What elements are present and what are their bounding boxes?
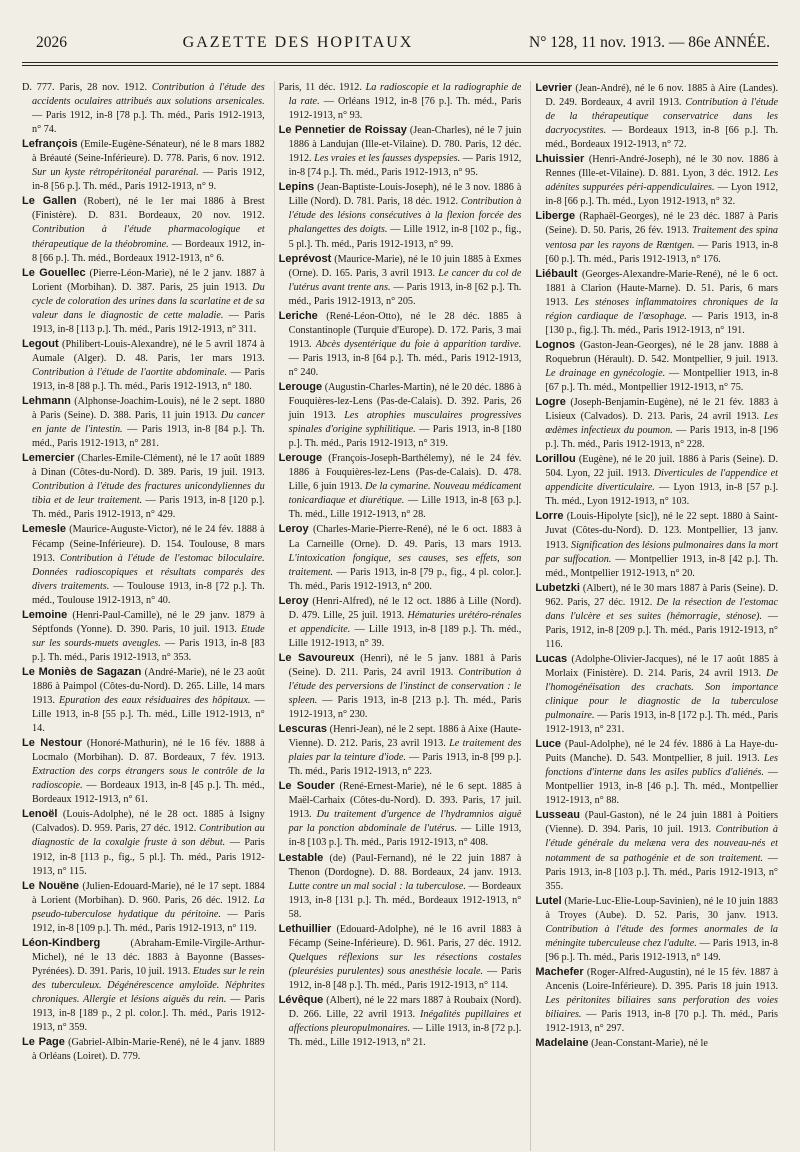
thesis-entry (279, 123, 522, 180)
entry-details: (François-Joseph-Barthélemy), né le 24 fév. 1886 à Fouquières-lez-Lens (Pas-de-Calais). D. 478. Lille, 6 juin 1913. (288, 453, 522, 493)
entry-details: (Gaston-Jean-Georges), né le 28 janv. 1888 à Roquebrun (Hérault). D. 542. Montpellier, 9 juil. 1913. (545, 339, 779, 365)
author-name: Le Moniès de Sagazan (22, 665, 142, 678)
thesis-entry (279, 594, 522, 651)
thesis-title: Contribution à l'étude des accidents oculaires attribués aux solutions arsenicales. (32, 82, 265, 108)
author-name: Leroy (278, 523, 309, 536)
entry-details: (André-Marie), né le 23 août 1886 à Paimpol (Côtes-du-Nord). D. 265. Lille, 14 mars 1913. (32, 666, 265, 707)
thesis-title: Etudes sur le rein des tuberculeux. Dégénérescence amyloïde. Néphrites chroniques. Allergie et lésions aiguës du rein. (32, 965, 265, 1005)
thesis-entry (535, 209, 778, 266)
entry-details: (Henri-André-Joseph), né le 30 nov. 1886 à Rennes (Ille-et-Vilaine). D. 881. Lyon, 3 déc. 1912. (545, 154, 779, 180)
thesis-title: Contribution à l'étude des perversions de l'instinct de conservation : le spleen. (288, 666, 522, 707)
entry-details: (Gabriel-Albin-Marie-René), né le 4 janv. 1889 à Orléans (Loiret). D. 779. (32, 1037, 265, 1063)
author-name: Le Savoureux (278, 651, 355, 664)
publication-info: — Montpellier 1913, in-8 [42 p.]. Th. méd., Montpellier 1912-1913, n° 20. (545, 553, 779, 579)
thesis-title: Lutte contre un mal social : la tuberculose. (288, 880, 466, 892)
author-name: Le Souder (278, 780, 335, 793)
thesis-title: Les vraies et les fausses dyspepsies. (314, 153, 461, 165)
publication-info: — Paris 1913, in-8 [88 p.]. Th. méd., Paris 1912-1913, n° 180. (32, 366, 265, 392)
publication-info: — Paris 1913, in-8 [196 p.]. Th. méd., Paris 1912-1913, n° 228. (545, 425, 779, 451)
author-name: Luce (535, 738, 562, 751)
publication-info: — Lyon 1913, in-8 [57 p.]. Th. méd., Lyon 1912-1913, n° 103. (545, 482, 779, 508)
thesis-entry (535, 509, 778, 580)
entry-details: (Raphaël-Georges), né le 23 déc. 1887 à Paris (Seine). D. 50. Paris, 26 fév. 1913. (545, 211, 779, 237)
publication-info: — Lyon 1912, in-8 [66 p.]. Th. méd., Lyon 1912-1913, n° 32. (545, 182, 779, 208)
thesis-entry (535, 808, 778, 893)
author-name: Lemercier (22, 452, 75, 465)
publication-info: — Bordeaux 1912, in-8 [66 p.]. Th. méd., Bordeaux 1912-1913, n° 6. (32, 238, 265, 264)
author-name: Lethuillier (278, 922, 332, 935)
thesis-entry (22, 337, 265, 394)
thesis-title: Contribution à l'étude des fractures unicondyliennes du tibia et de leur traitement. (32, 481, 265, 507)
author-name: Madelaine (535, 1037, 589, 1050)
author-name: Le Gouellec (22, 266, 86, 279)
thesis-title: Du cancer en jante de l'intestin. (32, 410, 265, 436)
publication-info: — Paris 1913, in-8 [62 p.]. Th. méd., Paris 1912-1913, n° 205. (288, 281, 522, 307)
author-name: Lepins (278, 181, 315, 194)
thesis-entry (22, 736, 265, 807)
thesis-title: Le cancer du col de l'utérus avant trente ans. (288, 267, 522, 293)
author-name: Lhuissier (535, 153, 585, 166)
thesis-title: Inégalités pupillaires et affections pleuropulmonaires. (288, 1009, 522, 1035)
issue-info: N° 128, 11 nov. 1913. — 86e ANNÉE. (529, 34, 770, 51)
entry-details: (Roger-Alfred-Augustin), né le 15 fév. 1887 à Ancenis (Loire-Inférieure). D. 395. Paris 18 juin 1913. (545, 966, 779, 992)
publication-info: — Lille 1913, in-8 [55 p.]. Th. méd., Lille 1912-1913, n° 14. (32, 695, 265, 735)
thesis-title: Sur un kyste rétropéritonéal pararénal. (32, 167, 199, 179)
publication-info: — Lille 1912, in-8 [102 p., fig., 5 pl.]. Th. méd., Paris 1912-1913, n° 99. (288, 224, 522, 250)
entry-details: (Charles-Marie-Pierre-René), né le 6 oct. 1883 à La Carneille (Orne). D. 49. Paris, 13 mars 1913. (288, 524, 522, 550)
thesis-entry (22, 522, 265, 607)
publication-info: — Paris 1912, in-8 [56 p.]. Th. méd., Paris 1912-1913, n° 9. (32, 167, 265, 193)
entry-details: (Pierre-Léon-Marie), né le 2 janv. 1887 à Lorient (Morbihan). D. 387. Paris, 25 juin 1913. (32, 267, 265, 293)
thesis-entry (535, 894, 778, 965)
thesis-title: Traitement des spina ventosa par les rayons de Rœntgen. (545, 225, 779, 251)
thesis-entry (22, 665, 265, 736)
author-name: Lemesle (22, 523, 67, 536)
entry-details: (Henri-Jean), né le 2 sept. 1886 à Aixe (Haute-Vienne). D. 212. Paris, 23 avril 1913. (288, 724, 522, 750)
publication-info: — Paris 1912, in-8 [48 p.]. Th. méd., Paris 1912-1913, n° 114. (288, 965, 522, 991)
thesis-entry (22, 394, 265, 451)
author-name: Lorre (535, 510, 564, 523)
thesis-title: Du cycle de coloration des urines dans la scarlatine et de sa valeur dans le diagnostic de cette maladie. (32, 281, 265, 321)
thesis-title: Du traitement d'urgence de l'hydramnios aiguë par la ponction abdominale de l'utérus. (288, 809, 522, 835)
entry-details: (Honoré-Mathurin), né le 16 fév. 1888 à Locmalo (Morbihan). D. 87. Bordeaux, 7 fév. 1913. (32, 738, 265, 764)
thesis-entry (22, 807, 265, 878)
thesis-title: Contribution à l'étude de l'aortite abdominale. (32, 366, 228, 378)
entry-details: (de) (Paul-Fernand), né le 22 juin 1887 à Thenon (Dordogne). D. 88. Bordeaux, 24 janv. 1913. (288, 852, 522, 878)
publication-info: — Lille 1913, in-8 [189 p.]. Th. méd., Lille 1912-1913, n° 39. (288, 623, 522, 649)
entry-details: (Edouard-Adolphe), né le 16 avril 1883 à Fécamp (Seine-Inférieure). D. 961. Paris, 27 déc. 1912. (288, 923, 522, 949)
thesis-entry (535, 452, 778, 509)
column-right (530, 81, 778, 1151)
publication-info: — Paris 1913, in-8 [120 p.]. Th. méd., Paris 1912-1913, n° 429. (32, 495, 265, 521)
author-name: Lorillou (535, 453, 576, 466)
thesis-entry (279, 993, 522, 1050)
entry-details: (Paul-Adolphe), né le 24 fév. 1886 à La Haye-du-Puits (Manche). D. 543. Montpellier, 8 juil. 1913. (545, 739, 779, 765)
publication-info: — Paris 1913, in-8 [103 p.]. Th. méd., Paris 1912-1913, n° 355. (545, 852, 779, 892)
publication-info: — Bordeaux 1913, in-8 [131 p.]. Th. méd., Bordeaux 1912-1913, n° 58. (288, 880, 522, 920)
entry-details: (René-Léon-Otto), né le 28 déc. 1885 à Constantinople (Turquie d'Europe). D. 172. Paris, 3 mai 1913. (288, 310, 522, 350)
author-name: Leprévost (278, 252, 332, 265)
author-name: Le Page (22, 1036, 65, 1049)
publication-info: — Paris 1913, in-8 [64 p.]. Th. méd., Paris 1912-1913, n° 240. (288, 352, 522, 378)
author-name: Lubetzki (535, 581, 580, 594)
author-name: Machefer (535, 965, 584, 978)
entry-details: (Maurice-Marie), né le 10 juin 1885 à Exmes (Orne). D. 165. Paris, 3 avril 1913. (288, 253, 522, 279)
thesis-entry (22, 879, 265, 936)
publication-info: — Paris 1913, in-8 [189 p., 2 pl. color.]. Th. méd., Paris 1912-1913, n° 359. (32, 994, 265, 1034)
author-name: Lefrançois (22, 138, 78, 151)
publication-info: — Paris 1913, in-8 [84 p.]. Th. méd., Paris 1912-1913, n° 281. (32, 424, 265, 450)
entry-details: (Henri), né le 5 janv. 1881 à Paris (Seine). D. 211. Paris, 24 avril 1913. (288, 652, 522, 678)
thesis-entry (535, 152, 778, 209)
thesis-title: Quelques réflexions sur les résections costales (pleurésies purulentes) sous anesthésie locale. (288, 951, 522, 977)
thesis-entry (22, 1035, 265, 1064)
thesis-title: Contribution à l'étude générale du melæna vera des nouveau-nés et notamment de sa pathogénie et de son traitement. (545, 824, 779, 864)
entry-details: (Albert), né le 30 mars 1887 à Paris (Seine). D. 962. Paris, 27 déc. 1912. (545, 582, 779, 608)
author-name: Levrier (535, 82, 573, 94)
publication-info: — Montpellier 1913, in-8 [46 p.]. Th. méd., Montpellier 1912-1913, n° 88. (545, 767, 779, 807)
thesis-entry (279, 451, 522, 522)
thesis-title: De l'homogénéisation des crachats. Son importance clinique pour le diagnostic de la tuberculose pulmonaire. (545, 667, 779, 722)
author-name: Leroy (278, 594, 309, 607)
thesis-entry (279, 309, 522, 380)
column-left (22, 81, 265, 1151)
thesis-entry (535, 652, 778, 737)
entry-details: (Jean-Charles), né le 7 juin 1886 à Landujan (Ille-et-Vilaine). D. 780. Paris, 12 déc. 1912. (288, 125, 522, 165)
entry-details: (Paul-Gaston), né le 24 juin 1881 à Poitiers (Vienne). D. 394. Paris, 10 juil. 1913. (545, 810, 779, 836)
thesis-entry (279, 81, 522, 123)
thesis-entry (279, 851, 522, 922)
publication-info: — Lille 1913, in-8 [72 p.]. Th. méd., Lille 1912-1913, n° 21. (288, 1023, 522, 1049)
thesis-entry (535, 737, 778, 808)
author-name: Leriche (278, 309, 318, 322)
thesis-title: Le traitement des plaies par la teinture d'iode. (288, 738, 522, 764)
entry-details: (Abraham-Emile-Virgile-Arthur-Michel), né le 13 déc. 1883 à Bayonne (Basses-Pyrénées). D. 391. Paris, 10 juil. 1913. (32, 937, 265, 977)
publication-info: — Lille 1913, in-8 [103 p.]. Th. méd., Paris 1912-1913, n° 408. (288, 823, 522, 849)
publication-info: — Paris 1913, in-8 [113 p.]. Th. méd., Paris 1912-1913, n° 311. (32, 309, 265, 335)
thesis-entry (535, 267, 778, 338)
thesis-entry (279, 722, 522, 779)
thesis-title: La radioscopie et la radiographie de la rate. (288, 82, 522, 108)
publication-info: — Paris 1913, in-8 [180 p.]. Th. méd., Paris 1912-1913, n° 319. (288, 424, 522, 450)
entry-details: (Augustin-Charles-Martin), né le 20 déc. 1886 à Fouquières-lez-Lens (Pas-de-Calais). D. 392. Paris, 26 juin 1913. (288, 381, 522, 422)
thesis-title: La pseudo-tuberculose hydatique du péritoine. (32, 894, 265, 920)
publication-info: — Paris, 1912, in-8 [209 p.]. Th. méd., Paris 1912-1913, n° 116. (545, 610, 779, 650)
thesis-entry (22, 194, 265, 265)
author-name: Liberge (535, 210, 576, 223)
thesis-entry (22, 608, 265, 665)
thesis-entry (279, 252, 522, 309)
journal-title: GAZETTE DES HOPITAUX (182, 34, 414, 51)
thesis-title: Diverticules de l'appendice et appendicite diverticulaire. (545, 468, 779, 494)
author-name: Le Nouëne (22, 879, 79, 892)
thesis-entry (22, 451, 265, 522)
publication-info: — Paris 1913, in-8 [96 p.]. Th. méd., Paris 1912-1913, n° 149. (545, 937, 779, 963)
author-name: Le Pennetier de Roissay (278, 124, 407, 137)
header-rule-double (22, 65, 778, 66)
thesis-title: De la résection de l'estomac dans l'ulcère et ses suites (hémorragie, sténose). (545, 596, 779, 622)
author-name: Le Nestour (22, 737, 82, 750)
entry-details: D. 777. Paris, 28 nov. 1912. (22, 82, 148, 93)
author-name: Logre (535, 396, 566, 409)
author-name: Lehmann (22, 395, 71, 408)
author-name: Lemoine (22, 608, 68, 621)
thesis-title: Les œdèmes infectieux du poumon. (545, 411, 779, 437)
entry-details: (Eugène), né le 20 juil. 1886 à Paris (Seine). D. 504. Lyon, 22 juil. 1913. (545, 454, 779, 480)
entry-details: (Henri-Alfred), né le 12 oct. 1886 à Lille (Nord). D. 479. Lille, 25 juil. 1913. (288, 595, 522, 621)
author-name: Lerouge (278, 452, 323, 465)
entry-details: (Jean-Constant-Marie), né le (591, 1038, 708, 1050)
publication-info: — Paris 1912, in-8 [78 p.]. Th. méd., Paris 1912-1913, n° 74. (32, 110, 265, 136)
entry-details: (Louis-Hipolyte [sic]), né le 22 sept. 1880 à Saint-Juvat (Côtes-du-Nord). D. 123. Montpellier, 13 janv. 1913. (545, 511, 779, 551)
entry-details: (Maurice-Auguste-Victor), né le 24 fév. 1888 à Fécamp (Seine-Inférieure). D. 154. Toulouse, 8 mars 1913. (32, 524, 265, 564)
thesis-entry (279, 651, 522, 722)
column-middle (274, 81, 522, 1151)
thesis-title: Contribution à l'étude pharmacologique et thérapeutique de la théobromine. (32, 224, 265, 250)
entry-details: (Jean-André), né le 6 nov. 1885 à Aire (Landes). D. 249. Bordeaux, 4 avril 1913. (545, 83, 779, 109)
publication-info: — Montpellier 1913, in-8 [67 p.]. Th. méd., Montpellier 1912-1913, n° 75. (545, 367, 779, 393)
thesis-title: Contribution à l'étude des lésions consécutives à la flexion forcée des phalangettes des doigts. (288, 196, 522, 236)
thesis-title: Le drainage en gynécologie. (545, 367, 666, 379)
thesis-entry (279, 522, 522, 593)
author-name: Le Gallen (22, 195, 77, 208)
thesis-entry (535, 395, 778, 452)
publication-info: — Paris 1912, in-8 [109 p.]. Th. méd., Paris 1912-1913, n° 119. (32, 908, 265, 934)
thesis-title: Les fonctions d'interne dans les asiles publics d'aliénés. (545, 753, 779, 779)
entry-details: (Albert), né le 22 mars 1887 à Roubaix (Nord). D. 266. Lille, 22 avril 1913. (288, 995, 522, 1021)
thesis-entry (535, 965, 778, 1036)
thesis-title: Les péritonites biliaires sans perforation des voies biliaires. (545, 995, 779, 1021)
thesis-title: Hématuries urétéro-rénales et appendicite. (288, 609, 522, 635)
publication-info: — Orléans 1912, in-8 [76 p.]. Th. méd., Paris 1912-1913, n° 93. (288, 96, 522, 122)
thesis-title: Abcès dysentérique du foie à apparition tardive. (315, 338, 522, 350)
author-name: Lescuras (278, 723, 327, 736)
entry-details: (Adolphe-Olivier-Jacques), né le 17 août 1885 à Morlaix (Finistère). D. 214. Paris, 24 avril 1913. (545, 653, 779, 679)
author-name: Lenoël (22, 808, 58, 821)
thesis-title: Contribution à l'étude de la thérapeutique conservatrice dans les dacryocystites. (545, 97, 779, 137)
thesis-title: Contribution à l'étude des formes anormales de la méningite tuberculeuse chez l'adulte. (545, 923, 779, 949)
entry-details: (René-Ernest-Marie), né le 6 sept. 1885 à Maël-Carhaix (Côtes-du-Nord). D. 393. Paris, 17 juil. 1913. (288, 781, 522, 821)
thesis-entry (22, 137, 265, 194)
thesis-entry (535, 1036, 778, 1051)
publication-info: — Paris 1913, in-8 [130 p., fig.]. Th. méd., Paris 1912-1913, n° 191. (545, 310, 779, 336)
author-name: Lutel (535, 894, 562, 907)
thesis-title: Les sténoses inflammatoires chroniques de la région cardiaque de l'œsophage. (545, 296, 779, 322)
author-name: Léon-Kindberg (22, 936, 101, 949)
publication-info: — Paris 1913, in-8 [172 p.]. Th. méd., Paris 1912-1913, n° 231. (545, 710, 779, 736)
thesis-title: Les adénites suppurées péri-appendiculaires. (545, 168, 779, 194)
thesis-entry (279, 779, 522, 850)
thesis-title: Les atrophies musculaires progressives spinales d'origine syphilitique. (288, 410, 522, 436)
author-name: Lusseau (535, 809, 580, 822)
publication-info: — Paris 1913, in-8 [83 p.]. Th. méd., Paris 1912-1913, n° 353. (32, 637, 265, 663)
thesis-entry (22, 936, 265, 1035)
entry-details: (Alphonse-Joachim-Louis), né le 2 sept. 1880 à Paris (Seine). D. 388. Paris, 11 juin 1913. (32, 396, 265, 422)
author-name: Legout (22, 337, 59, 350)
running-header (22, 34, 778, 58)
publication-info: — Paris 1912, in-8 [113 p., fig., 5 pl.]. Th. méd., Paris 1912-1913, n° 115. (32, 837, 265, 877)
publication-info: — Paris 1913, in-8 [60 p.]. Th. méd., Paris 1912-1913, n° 176. (545, 239, 779, 265)
publication-info: — Lille 1913, in-8 [63 p.]. Th. méd., Lille 1912-1913, n° 28. (288, 495, 522, 521)
thesis-entry (22, 266, 265, 337)
thesis-entry (22, 81, 265, 137)
thesis-entry (279, 180, 522, 251)
publication-info: — Bordeaux 1913, in-8 [66 p.]. Th. méd., Bordeaux 1912-1913, n° 72. (545, 125, 779, 151)
thesis-title: De la cymarine. Nouveau médicament tonicardiaque et diurétique. (288, 481, 522, 507)
publication-info: — Paris 1912, in-8 [74 p.]. Th. méd., Paris 1912-1913, n° 95. (288, 153, 522, 179)
entry-details: (Philibert-Louis-Alexandre), né le 5 avril 1874 à Aumale (Alger). D. 48. Paris, 1er mars 1913. (32, 338, 265, 364)
header-rule (22, 62, 778, 63)
thesis-title: Contribution à l'étude de l'estomac biloculaire. Données radioscopiques et résultats comparés des divers traitements. (32, 552, 265, 592)
entry-details: (Louis-Adolphe), né le 28 oct. 1885 à Isigny (Calvados). D. 959. Paris, 27 déc. 1912. (32, 809, 265, 835)
text-columns (22, 81, 778, 1151)
thesis-entry (279, 922, 522, 993)
publication-info: — Bordeaux 1913, in-8 [45 p.]. Th. méd., Bordeaux 1912-1913, n° 61. (32, 780, 265, 806)
author-name: Lucas (535, 652, 568, 665)
entry-details: (Georges-Alexandre-Marie-René), né le 6 oct. 1881 à Clarion (Haute-Marne). D. 51. Paris, 6 mars 1913. (545, 268, 779, 308)
thesis-entry (535, 581, 778, 652)
entry-details: (Julien-Edouard-Marie), né le 17 sept. 1884 à Lorient (Morbihan). D. 960. Paris, 26 déc. 1912. (32, 880, 265, 906)
thesis-title: Extraction des corps étrangers sous le contrôle de la radioscopie. (32, 766, 265, 792)
entry-details: (Charles-Emile-Clément), né le 17 août 1889 à Dinan (Côtes-du-Nord). D. 389. Paris, 19 juil. 1913. (32, 453, 265, 479)
entry-details: (Marie-Luc-Elie-Loup-Savinien), né le 10 juin 1883 à Troyes (Aube). D. 52. Paris, 30 janv. 1913. (545, 895, 779, 921)
author-name: Lévêque (278, 994, 324, 1006)
entry-details: (Robert), né le 1er mai 1886 à Brest (Finistère). D. 831. Bordeaux, 20 nov. 1912. (32, 196, 265, 222)
entry-details: Paris, 11 déc. 1912. (278, 82, 362, 93)
publication-info: — Toulouse 1913, in-8 [72 p.]. Th. méd., Toulouse 1912-1913, n° 40. (32, 580, 265, 606)
thesis-entry (535, 81, 778, 152)
publication-info: — Paris 1913, in-8 [70 p.]. Th. méd., Paris 1912-1913, n° 297. (545, 1009, 779, 1035)
thesis-title: Signification des lésions pulmonaires dans la mort par suffocation. (545, 539, 779, 565)
thesis-title: Etude sur les sourds-muets aveugles. (32, 623, 265, 649)
entry-details: (Henri-Paul-Camille), né le 29 janv. 1879 à Séptfonds (Yonne). D. 390. Paris, 10 juil. 1913. (32, 609, 265, 635)
publication-info: — Paris 1913, in-8 [213 p.]. Th. méd., Paris 1912-1913, n° 230. (288, 695, 522, 721)
publication-info: — Paris 1913, in-8 [99 p.]. Th. méd., Paris 1912-1913, n° 223. (288, 752, 522, 778)
author-name: Lognos (535, 338, 576, 351)
entry-details: (Joseph-Benjamin-Eugène), né le 21 fév. 1883 à Lisieux (Calvados). D. 213. Paris, 24 avril 1913. (545, 397, 779, 423)
thesis-title: Contribution au diagnostic de la coxalgie fruste à son début. (32, 823, 265, 849)
page-number: 2026 (36, 34, 67, 51)
author-name: Liébault (535, 267, 578, 280)
publication-info: — Paris 1913, in-8 [79 p., fig., 4 pl. color.]. Th. méd., Paris 1912-1913, n° 200. (288, 566, 522, 592)
thesis-entry (535, 338, 778, 395)
thesis-title: Epuration des eaux résiduaires des hôpitaux. (58, 695, 251, 707)
author-name: Lestable (278, 851, 324, 864)
entry-details: (Emile-Eugène-Sénateur), né le 8 mars 1882 à Bréauté (Seine-Inférieure). D. 778. Paris, 6 nov. 1912. (32, 139, 265, 165)
entry-details: (Jean-Baptiste-Louis-Joseph), né le 3 nov. 1886 à Lille (Nord). D. 781. Paris, 18 déc. 1912. (288, 182, 522, 208)
thesis-title: L'intoxication fongique, ses causes, ses effets, son traitement. (288, 552, 522, 578)
author-name: Lerouge (278, 380, 323, 393)
thesis-entry (279, 380, 522, 451)
